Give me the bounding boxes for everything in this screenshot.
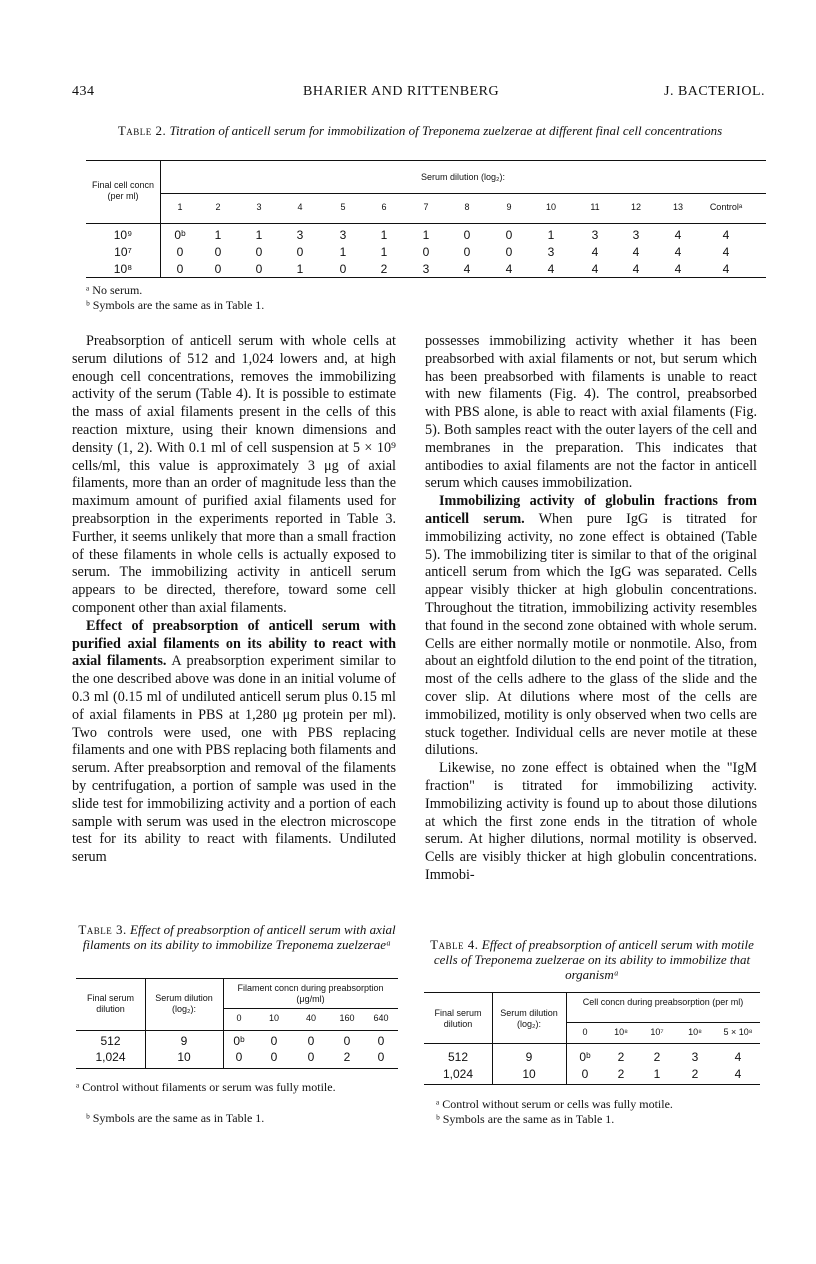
section-heading-preabsorption: Effect of preabsorption of anticell serum with purified axial filaments on its ability to react with axial filaments.: [72, 617, 396, 670]
table3-row-dilution: 512: [100, 1034, 121, 1048]
table2-cell: 2: [380, 262, 388, 276]
page-number: 434: [72, 84, 95, 99]
table4-label: Table 4.: [430, 937, 479, 952]
table4-cell: 4: [734, 1050, 742, 1064]
table3-group-rule: [223, 1008, 398, 1009]
table4-col-header: 10⁸: [614, 1027, 628, 1037]
table2-title: Titration of anticell serum for immobilization of Treponema zuelzerae at different final cell concentrations: [169, 123, 723, 138]
table3-col-header: 640: [373, 1013, 389, 1023]
table3-row-dilution: 1,024: [95, 1050, 126, 1064]
table3-cell: 0: [343, 1034, 351, 1048]
table2-cell: 1: [422, 228, 430, 242]
table4-row-dilution: 1,024: [442, 1067, 474, 1081]
left-column: [72, 333, 396, 867]
table3-col1-header: Final serum dilution: [86, 993, 134, 1014]
table2-cell: 0: [463, 245, 471, 259]
table4-caption: [426, 937, 758, 982]
table3-bottom-rule: [76, 1068, 398, 1069]
table2-cell: 4: [505, 262, 513, 276]
table4-col-header: 10⁸: [688, 1027, 702, 1037]
table3-col2-header: Serum dilution (log₂):: [155, 993, 213, 1014]
table2-cell: 4: [632, 262, 640, 276]
table3-cell: 0: [307, 1034, 315, 1048]
table2-cell: 0: [505, 228, 513, 242]
table3-cell: 0: [377, 1034, 385, 1048]
left-paragraph-2-text: A preabsorption experiment similar to the one described above was done in an initial volume of 0.3 ml (0.15 ml of undiluted anticell serum plus 0.15 ml of axial filaments in PBS at 1,280 μg protein per ml). Two controls were used, one with PBS replacing filaments and one with PBS replacing both filaments and serum. After preabsorption and removal of the filaments by centrifugation, a portion of sample was used in the slide test for immobilizing activity and a portion of each sample with serum was used in the electron microscope test for its ability to react with filaments. Undiluted serum: [72, 653, 397, 866]
table2-cell: 1: [255, 228, 263, 242]
table3-caption: [76, 922, 398, 952]
table2-group-header: Serum dilution (log₂):: [420, 172, 506, 182]
table2-cell: 0: [339, 262, 347, 276]
table3-cell: 0: [307, 1050, 315, 1064]
table2-row-label: 10⁸: [113, 262, 133, 276]
table3-row-log2: 9: [180, 1034, 188, 1048]
journal-name: J. BACTERIOL.: [664, 84, 765, 99]
table2-cell: 1: [380, 228, 388, 242]
table4-cell: 2: [617, 1067, 625, 1081]
table4-bottom-rule: [424, 1084, 760, 1085]
table3-cell: 0ᵇ: [233, 1034, 245, 1048]
table2-cell: 0: [296, 245, 304, 259]
table2-cell: 0: [255, 262, 263, 276]
table4-cell: 0ᵇ: [579, 1050, 591, 1064]
left-paragraph-1: Preabsorption of anticell serum with whole cells at serum dilutions of 512 and 1,024 lowers and, at high enough cell concentrations, removes the immobilizing activity of the serum (Table 4). It is possible to estimate the mass of axial filaments present in the cells of this reaction mixture, using their known dimensions and density (1, 2). With 0.1 ml of cell suspension at 5 × 10⁹ cells/ml, this value is approximately 3 μg of axial filaments, more than an order of magnitude less than the maximum amount of purified axial filaments used for preabsorption in the experiments reported in Table 3. Further, it seems unlikely that more than a small fraction of these filaments in whole cells is actually exposed to serum. The immobilizing activity in anticell serum appears to be directed, therefore, toward some cell component other than axial filaments.: [72, 333, 396, 616]
table2-cell: 1: [380, 245, 388, 259]
table4-row-log2: 9: [525, 1050, 533, 1064]
table2-col-header: 8: [464, 202, 470, 212]
table3-col-header: 10: [268, 1013, 279, 1023]
table3-footnote-a: ᵃ Control without filaments or serum was fully motile.: [76, 1080, 336, 1094]
table2-cell: 4: [674, 228, 682, 242]
table2-col-header: 7: [423, 202, 429, 212]
table2-col-header: 5: [340, 202, 346, 212]
table2-col-header: 4: [297, 202, 303, 212]
table2-cell: 4: [547, 262, 555, 276]
table2-col-header: Controlᵃ: [709, 202, 743, 212]
table3-cell: 2: [343, 1050, 351, 1064]
table2-cell: 0: [176, 245, 184, 259]
table2-cell: 1: [214, 228, 222, 242]
table2-cell: 0: [422, 245, 430, 259]
table4-cell: 2: [617, 1050, 625, 1064]
table3-footnote-b: ᵇ Symbols are the same as in Table 1.: [86, 1111, 265, 1125]
table3-group-header: Filament concn during preabsorption (μg/ml): [237, 983, 384, 1004]
table4-header-rule: [424, 1043, 760, 1044]
table2-cell: 0: [176, 262, 184, 276]
table2-cell: 3: [632, 228, 640, 242]
running-authors: BHARIER AND RITTENBERG: [303, 84, 500, 99]
right-paragraph-2: [425, 493, 757, 760]
table2-col-header: 10: [545, 202, 556, 212]
table2-cell: 3: [547, 245, 555, 259]
table2-cell: 4: [674, 262, 682, 276]
table4-group-rule: [566, 1022, 760, 1023]
table3-cell: 0: [270, 1050, 278, 1064]
table2-col-header: 1: [177, 202, 183, 212]
table2-cell: 4: [722, 245, 730, 259]
right-paragraph-3: Likewise, no zone effect is obtained when the "IgM fraction" is titrated for immobilizing activity. Immobilizing activity is found up to about those dilutions at which the first zone ends in the titration of whole serum. At higher dilutions, normal motility is observed. Cells are visibly thicker at high globulin concentrations. Immobi-: [425, 760, 757, 883]
table4-col1-header: Final serum dilution: [434, 1008, 482, 1029]
table2-label: Table 2.: [117, 123, 167, 138]
table2-cell: 0: [505, 245, 513, 259]
table4-col-header: 0: [582, 1027, 588, 1037]
table2-cell: 1: [339, 245, 347, 259]
table4-cell: 1: [653, 1067, 661, 1081]
table4-cell: 2: [653, 1050, 661, 1064]
table2-cell: 3: [296, 228, 304, 242]
table2-cell: 1: [296, 262, 304, 276]
table3-top-rule: [76, 978, 398, 979]
table2-cell: 4: [591, 262, 599, 276]
table3-col-header: 0: [236, 1013, 242, 1023]
table4-col-header: 5 × 10⁸: [723, 1027, 753, 1037]
table2-cell: 1: [547, 228, 555, 242]
table2-cell: 0: [463, 228, 471, 242]
table2-cell: 4: [591, 245, 599, 259]
table3-row-log2: 10: [177, 1050, 191, 1064]
table2-bottom-rule: [86, 277, 766, 278]
table2-caption: [80, 123, 760, 138]
table4-top-rule: [424, 992, 760, 993]
table2-cell: 4: [722, 262, 730, 276]
table2-col-header: 11: [590, 202, 600, 212]
table4-col-header: 10⁷: [650, 1027, 664, 1037]
table2-row-label: 10⁹: [113, 228, 133, 242]
table3-col-header: 160: [339, 1013, 355, 1023]
table2-footnote-a: ᵃ No serum.: [86, 283, 143, 297]
table2-cell: 0: [214, 262, 222, 276]
table4-cell: 0: [581, 1067, 589, 1081]
table4-col2-header: Serum dilution (log₂):: [500, 1008, 558, 1029]
table2-cell: 4: [632, 245, 640, 259]
table2-cell: 4: [463, 262, 471, 276]
table2-col-header: 6: [381, 202, 387, 212]
table2-row-label: 10⁷: [114, 245, 132, 259]
table2-cell: 4: [722, 228, 730, 242]
table2-cell: 0: [255, 245, 263, 259]
table4-row-log2: 10: [522, 1067, 536, 1081]
table2-top-rule: [86, 160, 766, 161]
table2-col-header: 13: [672, 202, 683, 212]
table4-cell: 3: [691, 1050, 699, 1064]
table2-footnote-b: ᵇ Symbols are the same as in Table 1.: [86, 298, 265, 312]
table3-cell: 0: [377, 1050, 385, 1064]
right-paragraph-2-text: When pure IgG is titrated for immobilizing activity, no zone effect is obtained (Table 5). The immobilizing titer is similar to that of the original anticell serum from which the IgG was separated. Cells appear visibly thicker at high globulin concentrations. Throughout the titration, immobilizing activity resembles that found in the second zone obtained with whole serum. Cells are either normally motile or nonmotile. Also, from about an eightfold dilution to the end point of the titration, most of the cells adhere to the glass of the slide and the cover slip. At dilutions where most of the cells are immobilized, motility is only observed when two cells are stuck together. Individual cells are never motile at these dilutions.: [425, 510, 757, 759]
table2-cell: 0ᵇ: [174, 228, 186, 242]
left-paragraph-2: [72, 618, 396, 867]
table2-col-header: 2: [215, 202, 221, 212]
table2-cell: 0: [214, 245, 222, 259]
table4-title: Effect of preabsorption of anticell serum with motile cells of Treponema zuelzerae on its ability to immobilize that organismᵃ: [433, 937, 754, 982]
right-column: [425, 333, 757, 885]
table3-header-rule: [76, 1030, 398, 1031]
table3-col-header: 40: [305, 1013, 316, 1023]
table2-col-header: 12: [630, 202, 641, 212]
table2-header-rule: [86, 223, 766, 224]
table3-cell: 0: [270, 1034, 278, 1048]
table4-footnote-b: ᵇ Symbols are the same as in Table 1.: [436, 1112, 615, 1126]
table2-group-rule: [160, 193, 766, 194]
table4-footnote-a: ᵃ Control without serum or cells was fully motile.: [436, 1097, 673, 1111]
table3-title: Effect of preabsorption of anticell serum with axial filaments on its ability to immobilize Treponema zuelzeraeᵃ: [82, 922, 396, 952]
table2-col-header: 3: [256, 202, 262, 212]
table4-row-dilution: 512: [447, 1050, 469, 1064]
table4-cell: 4: [734, 1067, 742, 1081]
table2-cell: 3: [339, 228, 347, 242]
table2-row-header: Final cell concn (per ml): [91, 180, 155, 201]
table2-cell: 3: [591, 228, 599, 242]
right-paragraph-1: possesses immobilizing activity whether it has been preabsorbed with axial filaments or not, but serum which has been preabsorbed with filaments is unable to react with new filaments (Fig. 4). The control, preabsorbed with PBS alone, is able to react with axial filaments (Fig. 5). Both samples react with the outer layers of the cell and membranes in the preparation. This indicates that antibodies to axial filaments are not the factor in anticell serum which causes immobilization.: [425, 333, 757, 492]
table4-group-header: Cell concn during preabsorption (per ml): [582, 997, 744, 1007]
table3-label: Table 3.: [78, 922, 127, 937]
table4-cell: 2: [691, 1067, 699, 1081]
table2-col-header: 9: [506, 202, 512, 212]
table2-cell: 4: [674, 245, 682, 259]
section-heading-globulin: Immobilizing activity of globulin fractions from anticell serum.: [425, 493, 757, 527]
table2-cell: 3: [422, 262, 430, 276]
table3-cell: 0: [235, 1050, 243, 1064]
